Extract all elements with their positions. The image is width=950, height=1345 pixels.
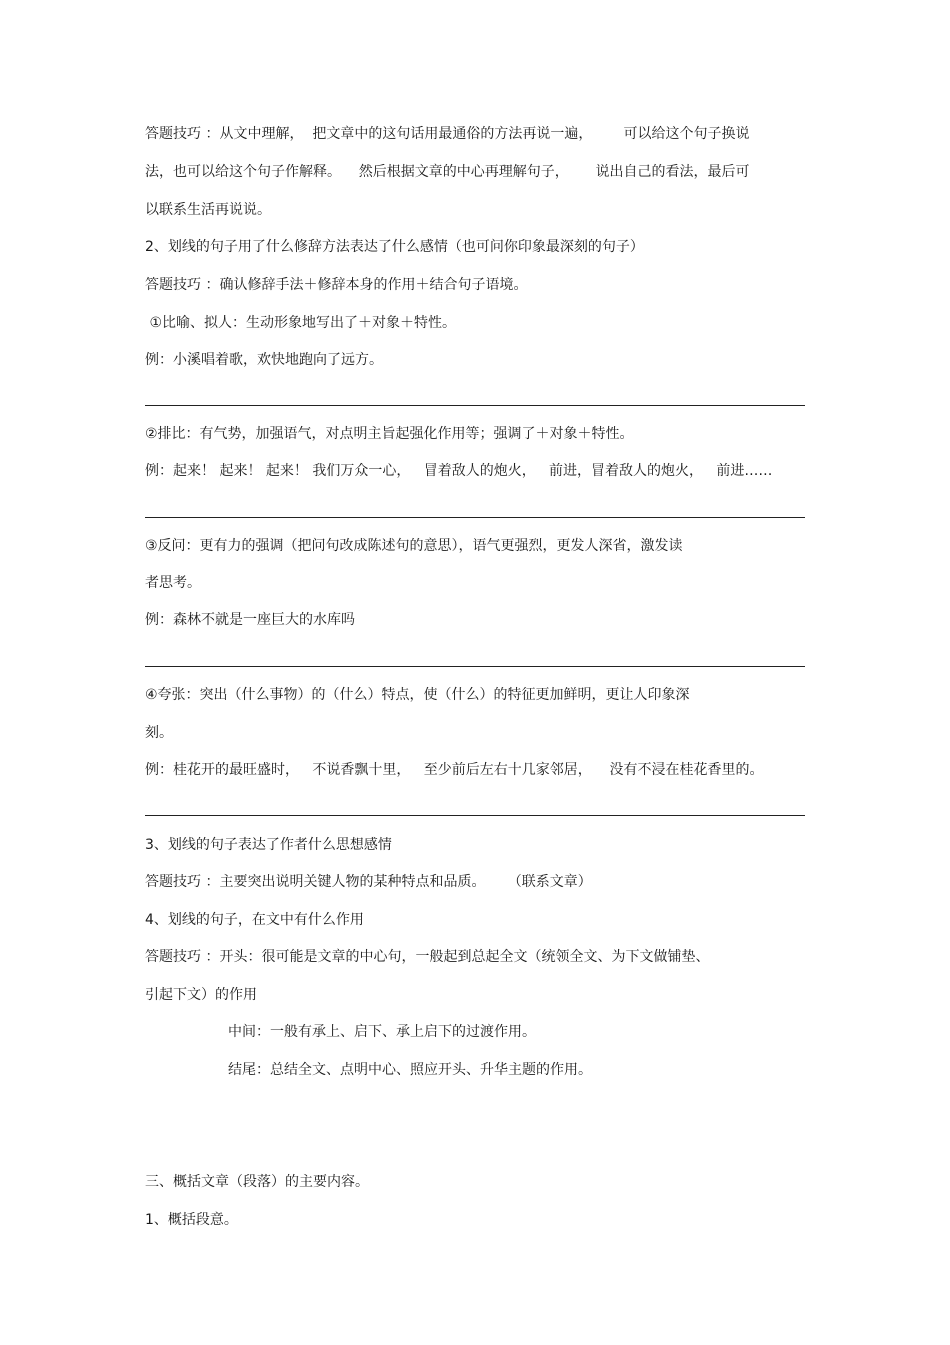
text-line: 以联系生活再说说。 [145, 202, 271, 218]
text-line: ①比喻、拟人：生动形象地写出了＋对象＋特性。 [145, 315, 456, 331]
subheading: 1、概括段意。 [145, 1212, 238, 1228]
divider [145, 815, 805, 816]
text-line: ④夸张：突出（什么事物）的（什么）特点，使（什么）的特征更加鲜明，更让人印象深 [145, 687, 690, 703]
heading-2: 2、划线的句子用了什么修辞方法表达了什么感情（也可问你印象最深刻的句子） [145, 239, 644, 255]
heading-3: 3、划线的句子表达了作者什么思想感情 [145, 837, 392, 853]
example-line: 例：起来！ 起来！ 起来！ 我们万众一心， 冒着敌人的炮火， 前进，冒着敌人的炮火， 前进…… [145, 463, 773, 479]
text-line: 引起下文）的作用 [145, 987, 257, 1003]
text-line-indented: 结尾：总结全文、点明中心、照应开头、升华主题的作用。 [228, 1062, 592, 1078]
example-line: 例：桂花开的最旺盛时， 不说香飘十里， 至少前后左右十几家邻居， 没有不浸在桂花香里的。 [145, 762, 764, 778]
text-line: 答题技巧 ：主要突出说明关键人物的某种特点和品质。 （联系文章） [145, 874, 592, 890]
text-line: ③反问：更有力的强调（把问句改成陈述句的意思），语气更强烈，更发人深省，激发读 [145, 538, 683, 554]
text-line: 答题技巧 ：确认修辞手法＋修辞本身的作用＋结合句子语境。 [145, 277, 528, 293]
text-line-indented: 中间：一般有承上、启下、承上启下的过渡作用。 [228, 1024, 536, 1040]
heading-4: 4、划线的句子，在文中有什么作用 [145, 912, 364, 928]
text-line: 法，也可以给这个句子作解释。 然后根据文章的中心再理解句子， 说出自己的看法，最后可 [145, 164, 750, 180]
text-line: 者思考。 [145, 575, 201, 591]
text-line: 刻。 [145, 725, 173, 741]
divider [145, 666, 805, 667]
text-line: 答题技巧 ：从文中理解， 把文章中的这句话用最通俗的方法再说一遍， 可以给这个句子换说 [145, 126, 750, 142]
section-heading: 三、概括文章（段落）的主要内容。 [145, 1174, 369, 1190]
text-line: ②排比：有气势，加强语气，对点明主旨起强化作用等；强调了＋对象＋特性。 [145, 426, 634, 442]
example-line: 例：小溪唱着歌，欢快地跑向了远方。 [145, 352, 383, 368]
text-line: 答题技巧 ：开头：很可能是文章的中心句，一般起到总起全文（统领全文、为下文做铺垫、 [145, 949, 710, 965]
divider [145, 405, 805, 406]
example-line: 例：森林不就是一座巨大的水库吗 [145, 612, 355, 628]
divider [145, 517, 805, 518]
